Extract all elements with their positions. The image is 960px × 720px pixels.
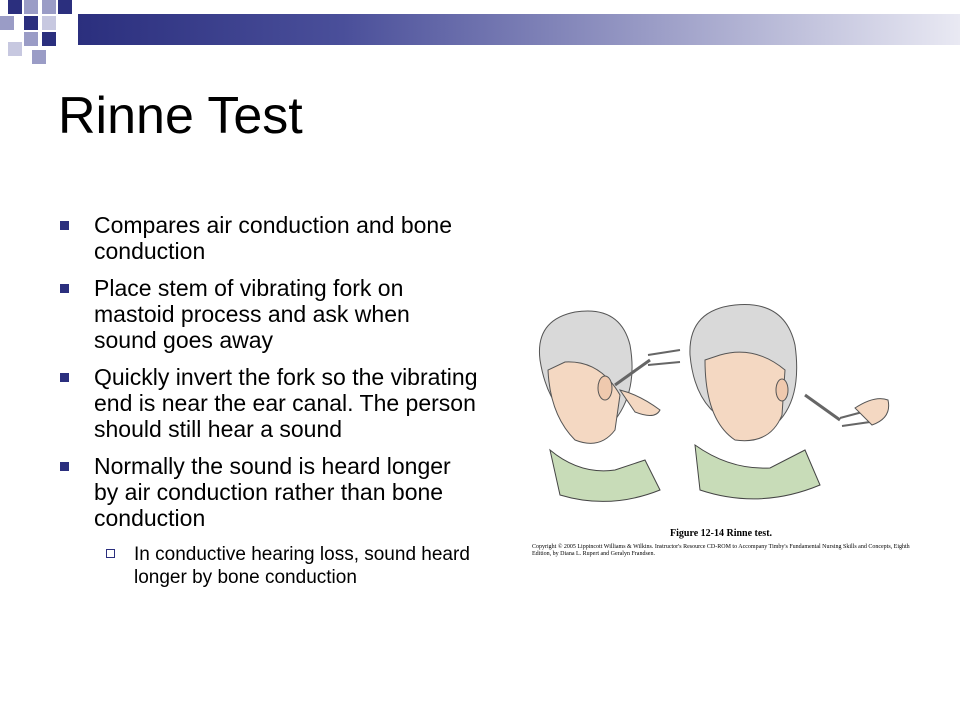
square-bullet-icon <box>60 462 69 471</box>
bullet-item <box>58 275 478 353</box>
deco-square <box>42 32 56 46</box>
bullet-text: Place stem of vibrating fork on mastoid process and ask when sound goes away <box>94 275 410 353</box>
deco-square <box>58 0 72 14</box>
square-bullet-icon <box>60 221 69 230</box>
sub-bullet-text: In conductive hearing loss, sound heard longer by bone conduction <box>134 544 470 588</box>
deco-square <box>42 0 56 14</box>
bullet-text: Normally the sound is heard longer by air conduction rather than bone conduction <box>94 453 451 531</box>
square-bullet-icon <box>60 284 69 293</box>
deco-square <box>0 16 14 30</box>
deco-square <box>8 42 22 56</box>
deco-square <box>24 32 38 46</box>
slide-title: Rinne Test <box>58 87 303 145</box>
bullet-item <box>58 212 478 264</box>
deco-square <box>8 0 22 14</box>
deco-square <box>42 16 56 30</box>
header-decoration <box>0 0 960 70</box>
header-gradient-bar <box>78 14 960 45</box>
bullet-text: Quickly invert the fork so the vibrating end is near the ear canal. The person should still hear a sound <box>94 364 478 442</box>
bullet-item <box>58 453 478 589</box>
deco-square <box>24 0 38 14</box>
bullet-item <box>58 364 478 442</box>
patient-right-figure <box>690 305 889 499</box>
figure-caption: Figure 12-14 Rinne test. <box>670 528 773 539</box>
square-bullet-icon <box>60 373 69 382</box>
hollow-square-bullet-icon <box>106 549 115 558</box>
deco-square <box>32 50 46 64</box>
bullet-list <box>58 212 478 600</box>
patient-left-figure <box>539 311 680 501</box>
figure-copyright: Copyright © 2005 Lippincott Williams & Wilkins. Instructor's Resource CD-ROM to Accompany Timby's Fundamental Nursing Skills and Concepts, Eighth Edition, by Diana L. Rupert and Geralyn Frandsen. <box>532 544 910 557</box>
bullet-text: Compares air conduction and bone conduction <box>94 212 453 264</box>
sub-bullet-item <box>94 543 478 589</box>
deco-square <box>24 16 38 30</box>
sub-bullet-list <box>94 543 478 589</box>
